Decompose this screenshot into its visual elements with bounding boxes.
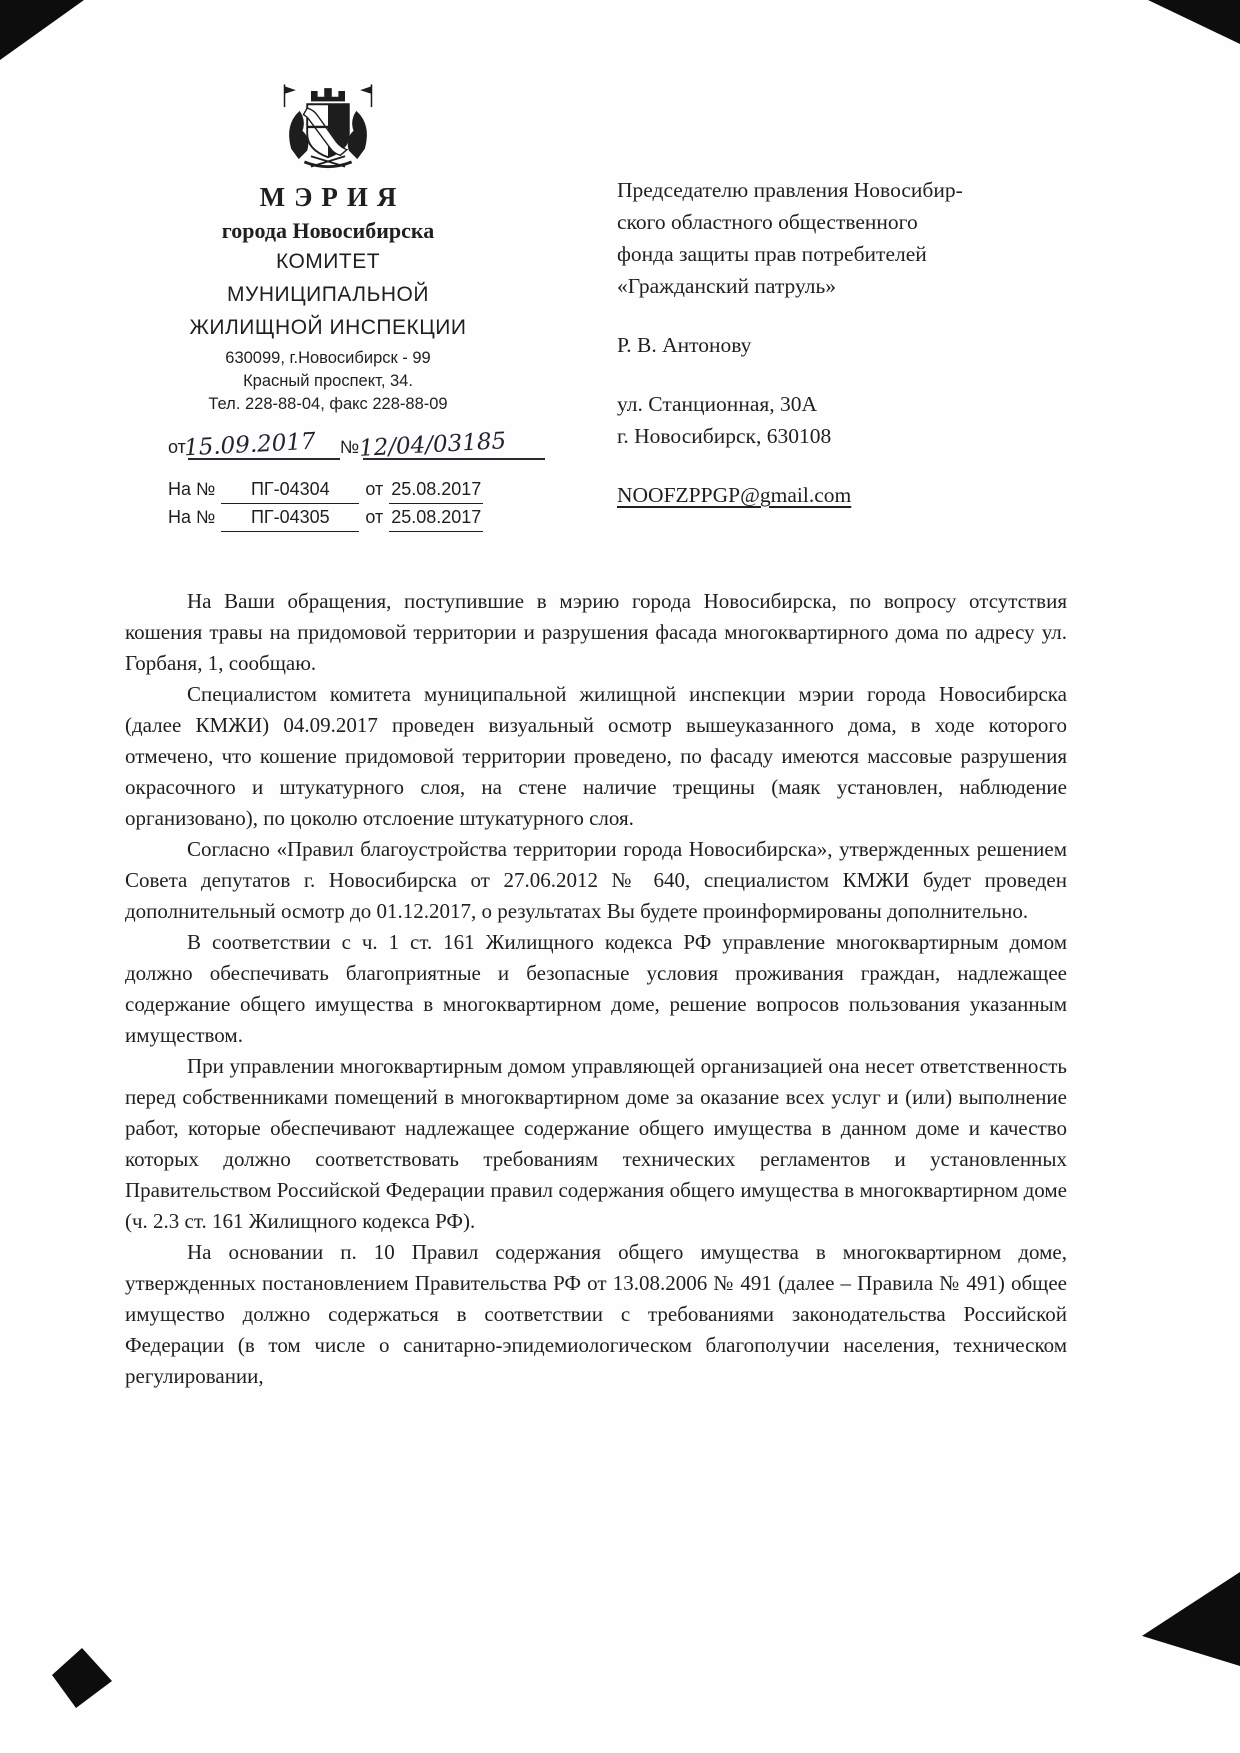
addressee-org-line1: Председателю правления Новосибир- [617, 178, 963, 202]
sender-name-line5: ЖИЛИЩНОЙ ИНСПЕКЦИИ [189, 316, 467, 339]
sender-name-line4: МУНИЦИПАЛЬНОЙ [227, 283, 429, 306]
incoming-2-date: 25.08.2017 [389, 504, 483, 532]
outgoing-reference-line [168, 428, 598, 462]
sender-postal-address: 630099, г.Новосибирск - 99 [225, 349, 431, 367]
incoming-1-number: ПГ-04304 [221, 476, 359, 504]
incoming-2-number: ПГ-04305 [221, 504, 359, 532]
incoming-2-label: На № [168, 507, 216, 527]
handwritten-outgoing-date: 15.09.2017 [183, 428, 317, 462]
addressee-block [617, 174, 1087, 511]
addressee-org-line2: ского областного общественного [617, 210, 918, 234]
scan-artifact-top-left [0, 0, 84, 60]
scan-artifact-top-right [1148, 0, 1240, 44]
body-paragraph-1: На Ваши обращения, поступившие в мэрию города Новосибирска, по вопросу отсутствия кошения травы на придомовой территории и разрушения фасада многоквартирного дома по адресу ул. Горбаня, 1, сообщаю. [125, 589, 1067, 675]
sender-letterhead [130, 78, 526, 416]
incoming-reference-1 [168, 476, 598, 504]
sender-phone-fax: Тел. 228-88-04, факс 228-88-09 [208, 395, 448, 413]
from-label: от [168, 437, 186, 457]
city-emblem-icon [276, 78, 380, 174]
outgoing-number-field [358, 428, 545, 462]
reference-block [168, 428, 598, 532]
addressee-person: Р. В. Антонову [617, 333, 752, 357]
incoming-1-label: На № [168, 479, 216, 499]
addressee-org-line4: «Гражданский патруль» [617, 274, 837, 298]
handwritten-outgoing-number: 12/04/03185 [358, 428, 507, 462]
letter-body [125, 586, 1067, 1392]
number-sign-label: № [339, 437, 360, 457]
body-paragraph-2: Специалистом комитета муниципальной жилищной инспекции мэрии города Новосибирска (далее КМЖИ) 04.09.2017 проведен визуальный осмотр вышеуказанного дома, в ходе которого отмечено, что кошение придомовой территории проведено, по фасаду имеются массовые разрушения окрасочного и штукатурного слоя, на стене наличие трещины (маяк установлен, наблюдение организовано), по цоколю отслоение штукатурного слоя. [125, 682, 1067, 830]
sender-name-line1: МЭРИЯ [259, 182, 406, 212]
scan-artifact-bottom-left [52, 1648, 112, 1708]
incoming-1-from-label: от [365, 479, 384, 499]
body-paragraph-4: В соответствии с ч. 1 ст. 161 Жилищного кодекса РФ управление многоквартирным домом должно обеспечивать благоприятные и безопасные условия проживания граждан, надлежащее содержание общего имущества в многоквартирном доме, решение вопросов пользования указанным имуществом. [125, 930, 1067, 1047]
sender-name-line3: КОМИТЕТ [275, 250, 381, 273]
addressee-org-line3: фонда защиты прав потребителей [617, 242, 927, 266]
incoming-reference-2 [168, 504, 598, 532]
incoming-2-from-label: от [365, 507, 384, 527]
body-paragraph-3: Согласно «Правил благоустройства территории города Новосибирска», утвержденных решением Совета депутатов г. Новосибирска от 27.06.2012 № 640, специалистом КМЖИ будет проведен дополнительный осмотр до 01.12.2017, о результатах Вы будете проинформированы дополнительно. [125, 837, 1067, 923]
scan-artifact-bottom-right [1142, 1572, 1240, 1666]
addressee-city: г. Новосибирск, 630108 [617, 424, 832, 448]
body-paragraph-6: На основании п. 10 Правил содержания общего имущества в многоквартирном доме, утвержденных постановлением Правительства РФ от 13.08.2006 № 491 (далее – Правила № 491) общее имущество должно содержаться в соответствии с требованиями законодательства Российской Федерации (в том числе о санитарно-эпидемиологическом благополучии населения, техническом регулировании, [125, 1240, 1067, 1388]
sender-name-line2: города Новосибирска [221, 218, 435, 243]
body-paragraph-5: При управлении многоквартирным домом управляющей организацией она несет ответственность перед собственниками помещений в многоквартирном доме за оказание всех услуг и (или) выполнение работ, которые обеспечивают надлежащее содержание общего имущества в данном доме и качество которых должно соответствовать требованиям технических регламентов и установленных Правительством Российской Федерации правил содержания общего имущества в многоквартирном доме (ч. 2.3 ст. 161 Жилищного кодекса РФ). [125, 1054, 1067, 1233]
outgoing-date-field [183, 428, 340, 462]
addressee-street: ул. Станционная, 30А [617, 392, 818, 416]
addressee-email: NOOFZPPGP@gmail.com [617, 483, 852, 507]
sender-street-address: Красный проспект, 34. [243, 372, 413, 390]
incoming-1-date: 25.08.2017 [389, 476, 483, 504]
